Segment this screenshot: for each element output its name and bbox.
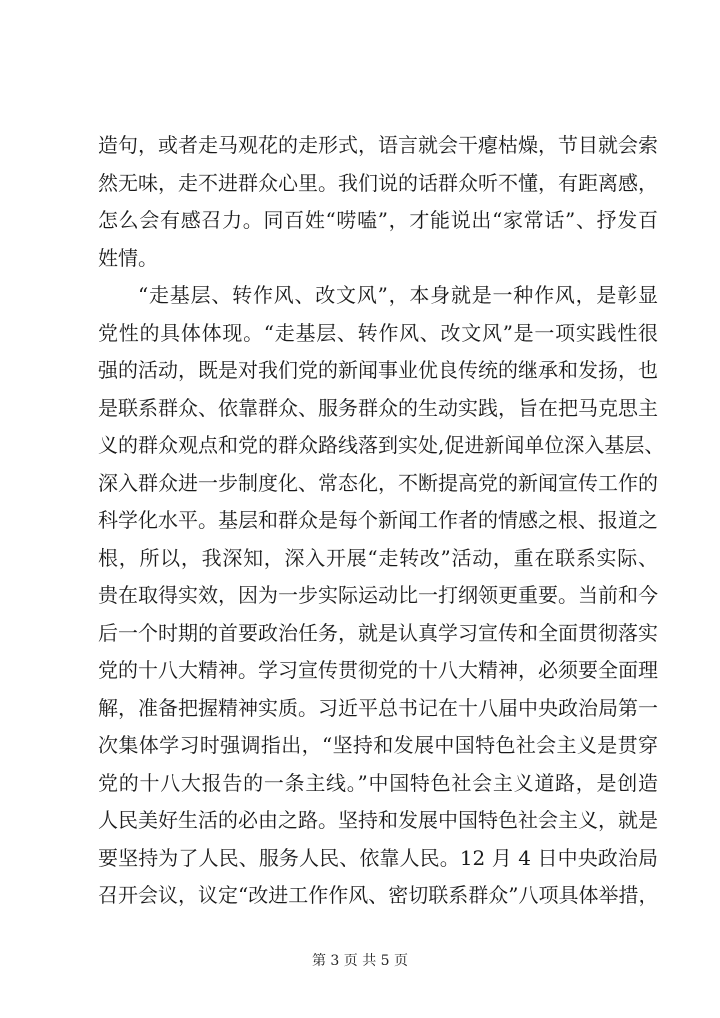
text-line: 解，准备把握精神实质。习近平总书记在十八届中央政治局第一: [98, 695, 658, 720]
text-line: 然无味，走不进群众心里。我们说的话群众听不懂，有距离感，: [98, 170, 658, 195]
text-line: 科学化水平。基层和群众是每个新闻工作者的情感之根、报道之: [98, 508, 658, 532]
text-line: 造句，或者走马观花的走形式，语言就会干瘪枯燥，节目就会索: [98, 133, 658, 157]
text-line: 是联系群众、依靠群众、服务群众的生动实践，旨在把马克思主: [98, 395, 658, 420]
text-line: 怎么会有感召力。同百姓“唠嗑”，才能说出“家常话”、抒发百: [98, 208, 658, 232]
page-indicator: 第 3 页 共 5 页: [311, 953, 409, 969]
paragraph-first-line: “走基层、转作风、改文风”，本身就是一种作风，是彰显: [138, 283, 658, 307]
text-line: 强的活动，既是对我们党的新闻事业优良传统的继承和发扬，也: [98, 358, 658, 382]
text-line: 姓情。: [98, 245, 158, 270]
text-line: 党的十八大报告的一条主线。”中国特色社会主义道路，是创造: [98, 770, 658, 795]
text-line: 深入群众进一步制度化、常态化，不断提高党的新闻宣传工作的: [98, 470, 658, 495]
page-footer: [0, 950, 720, 970]
document-body: [98, 127, 665, 915]
text-line: 召开会议，议定“改进工作作风、密切联系群众”八项具体举措，: [98, 883, 659, 907]
text-line: 人民美好生活的必由之路。坚持和发展中国特色社会主义，就是: [98, 808, 658, 832]
text-line: 要坚持为了人民、服务人民、依靠人民。12 月 4 日中央政治局: [98, 845, 658, 870]
text-line: 后一个时期的首要政治任务，就是认真学习宣传和全面贯彻落实: [98, 620, 658, 645]
text-line: 党性的具体体现。“走基层、转作风、改文风”是一项实践性很: [98, 320, 658, 345]
text-line: 次集体学习时强调指出，“坚持和发展中国特色社会主义是贯穿: [98, 733, 658, 757]
text-line: 党的十八大精神。学习宣传贯彻党的十八大精神，必须要全面理: [98, 658, 658, 682]
text-line: 义的群众观点和党的群众路线落到实处,促进新闻单位深入基层、: [98, 433, 665, 457]
text-line: 根，所以，我深知，深入开展“走转改”活动，重在联系实际、: [98, 545, 658, 570]
text-line: 贵在取得实效，因为一步实际运动比一打纲领更重要。当前和今: [98, 583, 658, 607]
